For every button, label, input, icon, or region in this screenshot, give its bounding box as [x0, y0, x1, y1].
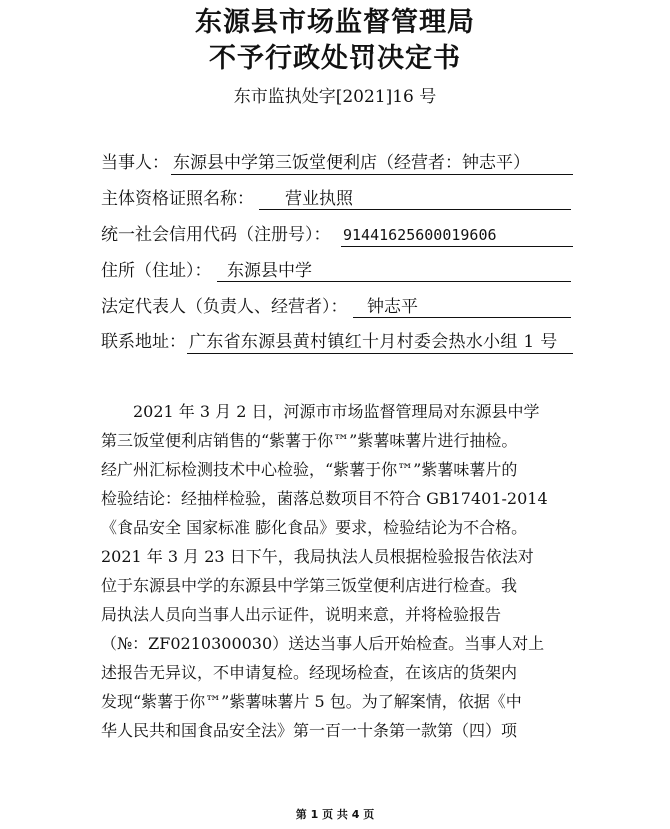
- body-line: 局执法人员向当事人出示证件，说明来意，并将检验报告: [101, 605, 502, 624]
- body-line: 2021 年 3 月 2 日，河源市市场监督管理局对东源县中学: [133, 402, 540, 421]
- field-party-label: 当事人：: [101, 153, 169, 173]
- field-address-value: 东源县中学: [217, 258, 571, 282]
- body-line: （№：ZF0210300030）送达当事人后开始检查。当事人对上: [101, 634, 545, 653]
- field-qualification-label: 主体资格证照名称：: [101, 189, 254, 209]
- field-contact-address-value: 广东省东源县黄村镇红十月村委会热水小组 1 号: [187, 329, 573, 354]
- body-line: 2021 年 3 月 23 日下午，我局执法人员根据检验报告依法对: [101, 547, 534, 566]
- document-number: 东市监执处字[2021]16 号: [233, 87, 437, 107]
- field-representative: [101, 294, 418, 320]
- body-line: 位于东源县中学的东源县中学第三饭堂便利店进行检查。我: [101, 576, 518, 595]
- field-credit-code-value: 91441625600019606: [341, 222, 573, 247]
- agency-title: 东源县市场监督管理局: [195, 7, 475, 38]
- field-credit-code: [101, 222, 497, 248]
- document-title: 不予行政处罚决定书: [209, 43, 461, 74]
- body-line: 检验结论：经抽样检验，菌落总数项目不符合 GB17401-2014: [101, 489, 548, 508]
- decision-body: [101, 397, 571, 745]
- field-party-value: 东源县中学第三饭堂便利店（经营者：钟志平）: [171, 150, 573, 175]
- field-qualification: [101, 186, 353, 212]
- page-indicator: 第 1 页 共 4 页: [295, 808, 375, 821]
- field-party: [101, 150, 530, 176]
- field-contact-address: [101, 329, 558, 355]
- field-address: [101, 258, 312, 284]
- field-representative-label: 法定代表人（负责人、经营者）：: [101, 297, 348, 317]
- field-representative-value: 钟志平: [353, 294, 571, 318]
- body-line: 第三饭堂便利店销售的“紫薯于你™”紫薯味薯片进行抽检。: [101, 431, 518, 450]
- body-line: 《食品安全 国家标准 膨化食品》要求，检验结论为不合格。: [101, 518, 528, 537]
- field-contact-address-label: 联系地址：: [101, 332, 186, 352]
- body-line: 述报告无异议，不申请复检。经现场检查，在该店的货架内: [101, 663, 518, 682]
- field-qualification-value: 营业执照: [259, 186, 571, 210]
- body-line: 经广州汇标检测技术中心检验，“紫薯于你™”紫薯味薯片的: [101, 460, 518, 479]
- body-line: 华人民共和国食品安全法》第一百一十条第一款第（四）项: [101, 721, 518, 740]
- field-address-label: 住所（住址）：: [101, 261, 212, 281]
- field-credit-code-label: 统一社会信用代码（注册号）：: [101, 225, 331, 245]
- body-line: 发现“紫薯于你™”紫薯味薯片 5 包。为了解案情，依据《中: [101, 692, 522, 711]
